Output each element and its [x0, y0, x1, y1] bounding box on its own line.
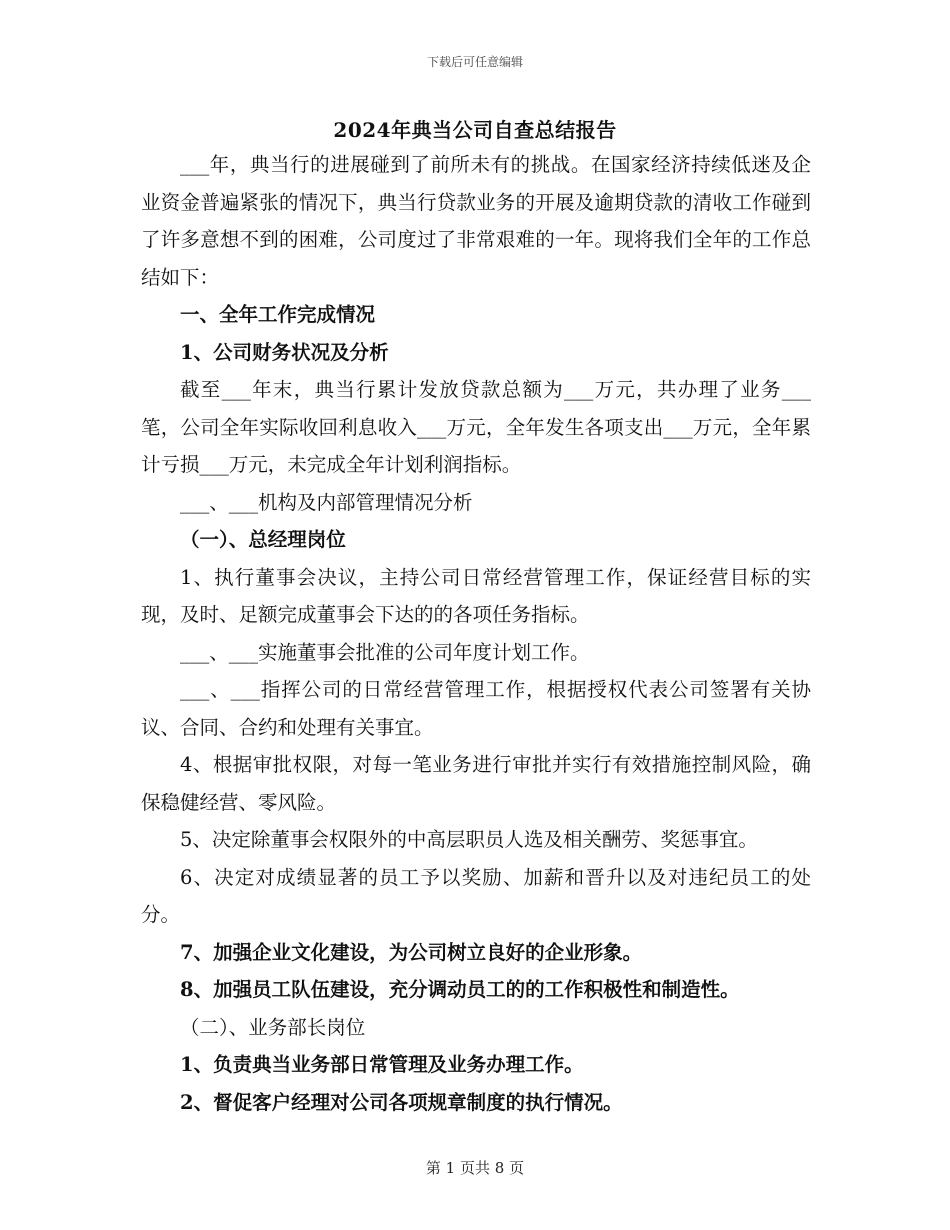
subsection-heading: （一）、总经理岗位 — [180, 528, 346, 551]
body-paragraph: ___、___机构及内部管理情况分析 — [180, 490, 473, 514]
list-item: 1、执行董事会决议，主持公司日常经营管理工作，保证经营目标的实现，及时、足额完成董事会下达的的各项任务指标。 — [141, 565, 811, 626]
subsection-heading: （二）、业务部长岗位 — [180, 1015, 366, 1039]
document-title: 2024年典当公司自查总结报告 — [333, 118, 617, 142]
body-paragraph: 截至___年末，典当行累计发放贷款总额为___万元，共办理了业务___笔，公司全年实际收回利息收入___万元，全年发生各项支出___万元，全年累计亏损___万元，未完成全年计划利润指标。 — [141, 378, 811, 476]
list-item: 5、决定除董事会权限外的中高层职员人选及相关酬劳、奖惩事宜。 — [180, 828, 758, 851]
list-item: 8、加强员工队伍建设，充分调动员工的的工作积极性和制造性。 — [180, 978, 740, 1001]
section-heading: 一、全年工作完成情况 — [180, 303, 376, 326]
list-item: ___、___实施董事会批准的公司年度计划工作。 — [180, 640, 590, 664]
list-item: 4、根据审批权限，对每一笔业务进行审批并实行有效措施控制风险，确保稳健经营、零风险。 — [141, 753, 811, 814]
list-item: 7、加强企业文化建设，为公司树立良好的企业形象。 — [180, 940, 643, 964]
page-number: 第 1 页共 8 页 — [425, 1159, 525, 1177]
subsection-heading: 1、公司财务状况及分析 — [180, 340, 389, 364]
header-note: 下载后可任意编辑 — [426, 55, 523, 69]
intro-paragraph: ___年，典当行的进展碰到了前所未有的挑战。在国家经济持续低迷及企业资金普遍紧张的情况下，典当行贷款业务的开展及逾期贷款的清收工作碰到了许多意想不到的困难，公司度过了非常艰难的一年。现将我们全年的工作总结如下： — [141, 153, 811, 289]
list-item: 2、督促客户经理对公司各项规章制度的执行情况。 — [180, 1090, 623, 1114]
list-item: 1、负责典当业务部日常管理及业务办理工作。 — [180, 1053, 584, 1076]
list-item: ___、___指挥公司的日常经营管理工作，根据授权代表公司签署有关协议、合同、合约和处理有关事宜。 — [141, 678, 811, 739]
list-item: 6、决定对成绩显著的员工予以奖励、加薪和晋升以及对违纪员工的处分。 — [141, 865, 811, 926]
document-body — [141, 146, 811, 1121]
